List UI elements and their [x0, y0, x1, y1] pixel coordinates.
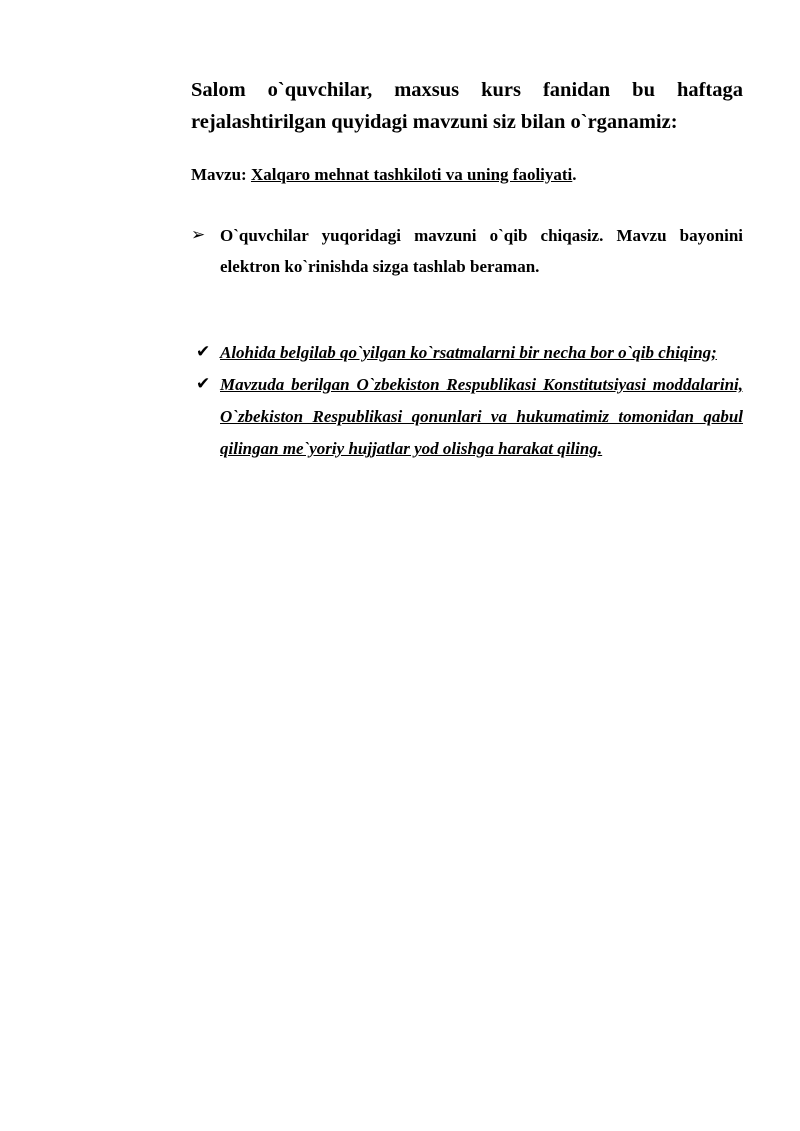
check-bullet-icon: ✔: [196, 374, 211, 394]
checklist-text: Mavzuda berilgan O`zbekiston Respublikasi Konstitutsiyasi moddalarini, O`zbekiston Respublikasi qonunlari va hukumatimiz tomonidan qabul qilingan me`yoriy hujjatlar yod olishga harakat qiling.: [220, 375, 743, 458]
topic-suffix: .: [572, 165, 577, 184]
checklist: [191, 337, 743, 465]
document-body: [191, 74, 743, 465]
instruction-text: O`quvchilar yuqoridagi mavzuni o`qib chiqasiz. Mavzu bayonini elektron ko`rinishda sizga tashlab beraman.: [220, 226, 743, 276]
topic-line: [191, 164, 743, 186]
topic-label: Mavzu:: [191, 165, 251, 184]
topic-title: Xalqaro mehnat tashkiloti va uning faoliyati: [250, 165, 573, 184]
list-item: [191, 220, 743, 282]
list-item: [191, 369, 743, 465]
greeting-paragraph: Salom o`quvchilar, maxsus kurs fanidan bu haftaga rejalashtirilgan quyidagi mavzuni siz bilan o`rganamiz:: [191, 79, 743, 133]
check-bullet-icon: ✔: [196, 342, 211, 362]
instruction-list: [191, 220, 743, 282]
checklist-text: Alohida belgilab qo`yilgan ko`rsatmalarni bir necha bor o`qib chiqing;: [220, 343, 717, 362]
list-item: [191, 337, 743, 369]
arrow-bullet-icon: ➢: [191, 225, 206, 245]
